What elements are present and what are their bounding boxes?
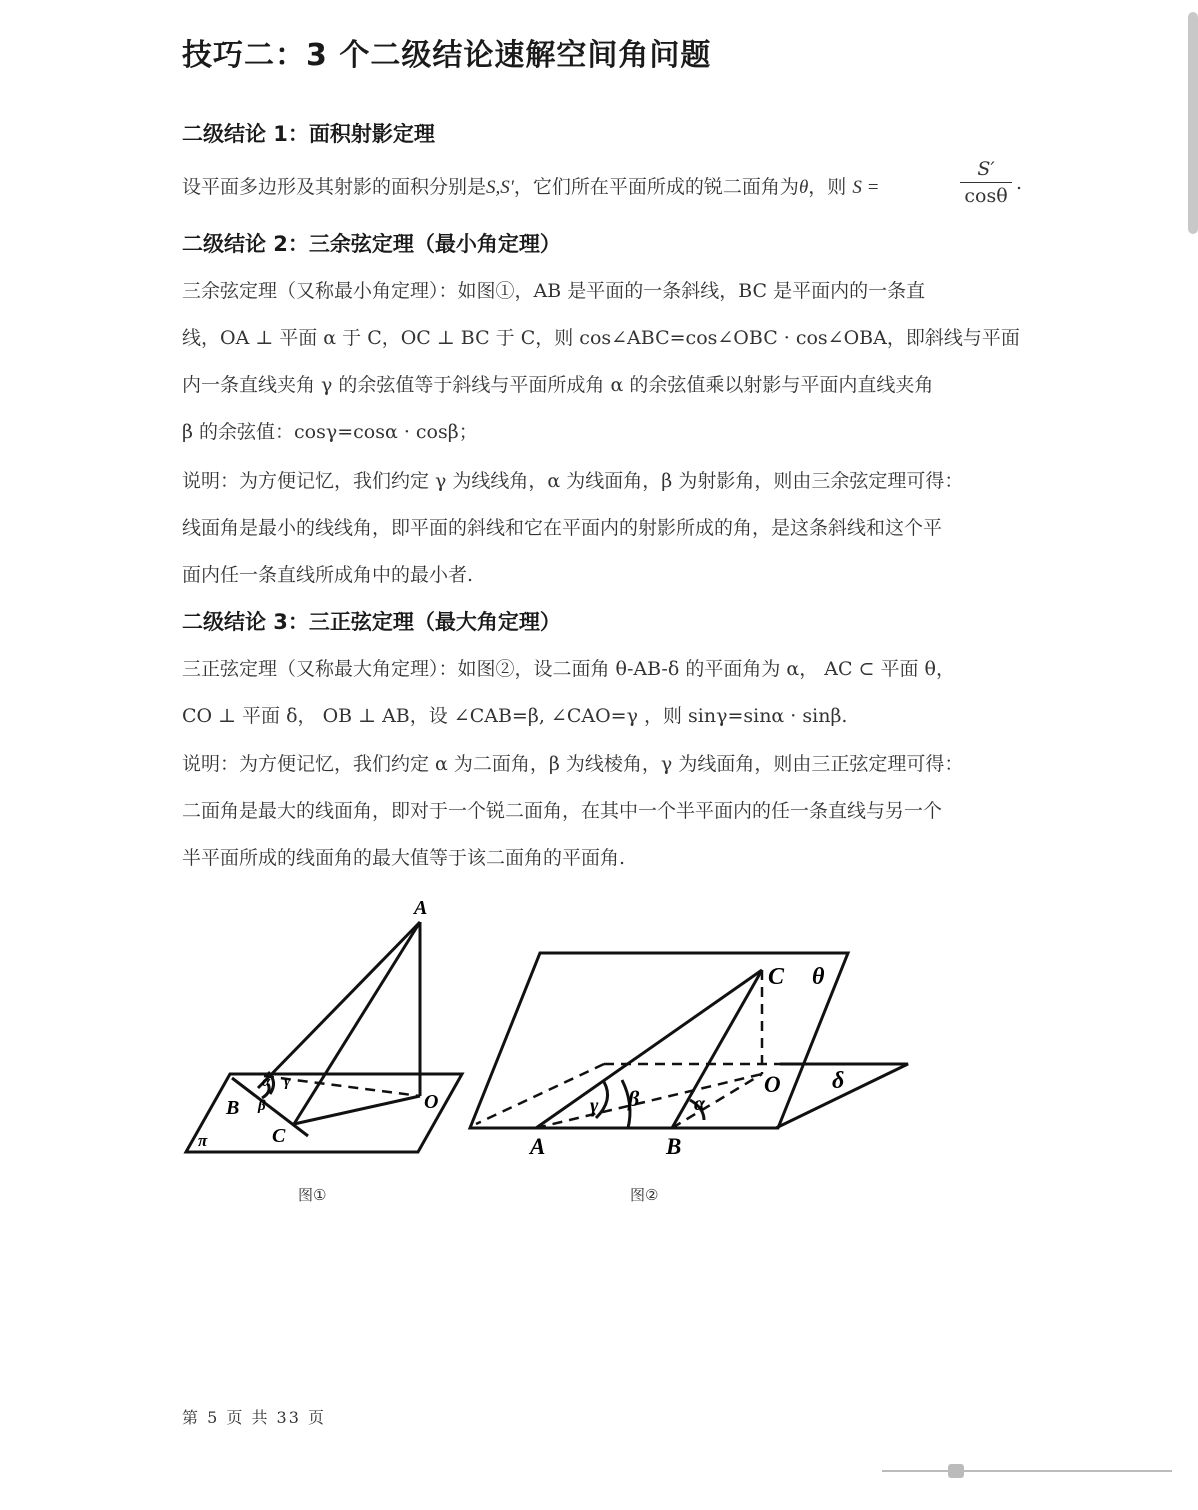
label-C: C	[272, 1125, 286, 1147]
section3-heading: 二级结论 3：三正弦定理（最大角定理）	[182, 610, 561, 634]
figure2-diagram	[465, 940, 915, 1165]
section3-line: 三正弦定理（又称最大角定理）：如图②，设二面角 θ-AB-δ 的平面角为 α， AC ⊂ 平面 θ，	[182, 658, 955, 680]
segment-BC	[672, 970, 762, 1128]
segment-AC	[536, 970, 762, 1128]
label-O: O	[424, 1091, 439, 1113]
label-C: C	[768, 964, 785, 990]
section1-heading: 二级结论 1：面积射影定理	[182, 122, 435, 146]
segment-OC	[294, 1096, 420, 1124]
label-O: O	[764, 1072, 781, 1097]
section2-line: 线，OA ⊥ 平面 α 于 C，OC ⊥ BC 于 C，则 cos∠ABC=cos∠OBC · cos∠OBA，即斜线与平面	[182, 327, 1020, 349]
section2-note-line: 线面角是最小的线线角，即平面的斜线和它在平面内的射影所成的角，是这条斜线和这个平	[182, 517, 943, 539]
label-beta: β	[258, 1098, 266, 1114]
section3-note-line: 二面角是最大的线面角，即对于一个锐二面角，在其中一个半平面内的任一条直线与另一个	[182, 800, 943, 822]
label-A: A	[414, 897, 428, 919]
scroll-thumb[interactable]	[948, 1464, 964, 1478]
label-alpha: α	[694, 1093, 706, 1115]
label-pi: π	[198, 1131, 208, 1150]
label-theta: θ	[812, 964, 825, 990]
section1-text: 设平面多边形及其射影的面积分别是S,S′，它们所在平面所成的锐二面角为θ，则 S =	[182, 176, 880, 198]
section2-line: 三余弦定理（又称最小角定理）：如图①，AB 是平面的一条斜线，BC 是平面内的一条直	[182, 280, 926, 302]
label-B: B	[226, 1097, 240, 1119]
figure1-diagram	[175, 890, 475, 1170]
section2-line: 内一条直线夹角 γ 的余弦值等于斜线与平面所成角 α 的余弦值乘以射影与平面内直线夹角	[182, 374, 934, 396]
section3-note-line: 说明：为方便记忆，我们约定 α 为二面角，β 为线棱角，γ 为线面角，则由三正弦定理可得：	[182, 753, 964, 775]
section3-note-line: 半平面所成的线面角的最大值等于该二面角的平面角.	[182, 847, 626, 869]
vertical-scrollbar[interactable]	[1188, 12, 1198, 234]
section2-note-line: 面内任一条直线所成角中的最小者.	[182, 564, 474, 586]
section2-heading: 二级结论 2：三余弦定理（最小角定理）	[182, 232, 561, 256]
horizontal-scrollbar[interactable]	[882, 1464, 1172, 1478]
segment-AO-dashed	[536, 1074, 762, 1128]
label-gamma: γ	[590, 1095, 599, 1117]
page-footer: 第 5 页 共 33 页	[182, 1408, 326, 1427]
segment-AB	[258, 922, 420, 1088]
label-A: A	[530, 1134, 546, 1159]
label-B: B	[666, 1134, 682, 1159]
area-projection-formula: $\frac{S'}{\cos\theta}$	[960, 158, 1012, 207]
section2-line: β 的余弦值：cosγ=cosα · cosβ；	[182, 421, 478, 443]
section2-note-line: 说明：为方便记忆，我们约定 γ 为线线角，α 为线面角，β 为射影角，则由三余弦定理可得：	[182, 470, 964, 492]
segment-BO-dashed	[672, 1074, 762, 1128]
scroll-track[interactable]	[882, 1470, 1172, 1472]
figure1-caption: 图①	[298, 1186, 327, 1204]
section3-line: CO ⊥ 平面 δ， OB ⊥ AB，设 ∠CAB=β, ∠CAO=γ ，则 sinγ=sinα · sinβ.	[182, 705, 848, 727]
label-gamma: γ	[284, 1074, 291, 1090]
label-beta: β	[628, 1086, 640, 1111]
label-alpha: α	[262, 1074, 271, 1090]
label-delta: δ	[832, 1068, 845, 1094]
figure2-caption: 图②	[630, 1186, 659, 1204]
formula-period: .	[1016, 172, 1023, 194]
page-title: 技巧二：3 个二级结论速解空间角问题	[182, 38, 712, 73]
